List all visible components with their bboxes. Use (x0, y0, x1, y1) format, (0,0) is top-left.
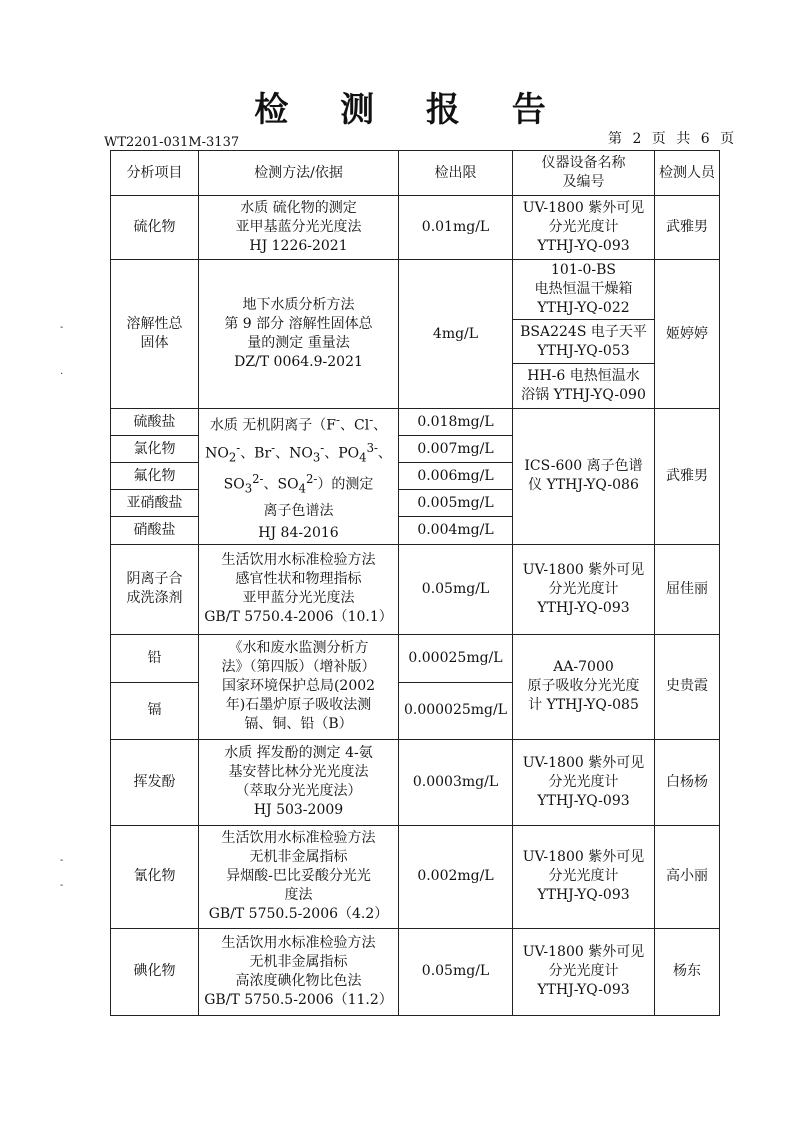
instrument-cell: UV-1800 紫外可见 分光光度计 YTHJ-YQ-093 (513, 196, 655, 260)
instrument-cell: UV-1800 紫外可见 分光光度计 YTHJ-YQ-093 (513, 825, 655, 928)
margin-mark: . (60, 366, 64, 377)
item-cell: 镉 (111, 682, 199, 739)
item-cell: 硫酸盐 (111, 409, 199, 436)
person-cell: 杨东 (655, 928, 720, 1015)
limit-cell: 0.007mg/L (399, 436, 513, 463)
limit-cell: 0.002mg/L (399, 825, 513, 928)
person-cell: 白杨杨 (655, 739, 720, 825)
limit-cell: 0.006mg/L (399, 463, 513, 490)
item-cell: 铅 (111, 634, 199, 682)
instrument-cell: AA-7000 原子吸收分光光度 计 YTHJ-YQ-085 (513, 634, 655, 739)
results-table (110, 150, 720, 1016)
item-cell: 碘化物 (111, 928, 199, 1015)
header-instrument: 仪器设备名称 及编号 (513, 151, 655, 196)
person-cell: 高小丽 (655, 825, 720, 928)
table-row (111, 544, 720, 634)
method-cell: 生活饮用水标准检验方法 感官性状和物理指标 亚甲蓝分光光度法 GB/T 5750.4-2006（10.1） (199, 544, 399, 634)
limit-cell: 4mg/L (399, 260, 513, 409)
item-cell: 阴离子合 成洗涤剂 (111, 544, 199, 634)
table-row (111, 634, 720, 682)
limit-cell: 0.0003mg/L (399, 739, 513, 825)
limit-cell: 0.018mg/L (399, 409, 513, 436)
header-limit: 检出限 (399, 151, 513, 196)
limit-cell: 0.000025mg/L (399, 682, 513, 739)
instrument-cell: BSA224S 电子天平 YTHJ-YQ-053 (513, 320, 655, 364)
person-cell: 武雅男 (655, 196, 720, 260)
limit-cell: 0.05mg/L (399, 928, 513, 1015)
method-cell: 生活饮用水标准检验方法 无机非金属指标 高浓度碘化物比色法 GB/T 5750.5-2006（11.2） (199, 928, 399, 1015)
item-cell: 溶解性总 固体 (111, 260, 199, 409)
limit-cell: 0.01mg/L (399, 196, 513, 260)
person-cell: 屈佳丽 (655, 544, 720, 634)
method-cell: 水质 无机阴离子（F-、Cl-、 $NO_2^-$、Br-、$NO_3^-$、$PO_4^{3-}$、 $SO_3^{2-}$、$SO_4^{2-}$）的测定 离子色谱法 HJ 84-2016 (199, 409, 399, 545)
page-info: 第 2 页 共 6 页 (608, 131, 735, 147)
instrument-cell: ICS-600 离子色谱 仪 YTHJ-YQ-086 (513, 409, 655, 545)
table-row (111, 928, 720, 1015)
table-row (111, 825, 720, 928)
person-cell: 姬婷婷 (655, 260, 720, 409)
instrument-cell: UV-1800 紫外可见 分光光度计 YTHJ-YQ-093 (513, 928, 655, 1015)
method-cell: 地下水质分析方法 第 9 部分 溶解性固体总 量的测定 重量法 DZ/T 0064.9-2021 (199, 260, 399, 409)
item-cell: 氯化物 (111, 436, 199, 463)
table-row (111, 196, 720, 260)
margin-mark: - (60, 322, 64, 333)
table-header-row (111, 151, 720, 196)
item-cell: 挥发酚 (111, 739, 199, 825)
instrument-cell: UV-1800 紫外可见 分光光度计 YTHJ-YQ-093 (513, 544, 655, 634)
item-cell: 氰化物 (111, 825, 199, 928)
item-cell: 硝酸盐 (111, 517, 199, 544)
instrument-cell: HH-6 电热恒温水 浴锅 YTHJ-YQ-090 (513, 364, 655, 409)
margin-mark: - (60, 880, 64, 891)
table-row (111, 409, 720, 436)
header-item: 分析项目 (111, 151, 199, 196)
person-cell: 史贵霞 (655, 634, 720, 739)
instrument-cell: UV-1800 紫外可见 分光光度计 YTHJ-YQ-093 (513, 739, 655, 825)
method-cell: 生活饮用水标准检验方法 无机非金属指标 异烟酸-巴比妥酸分光光 度法 GB/T 5750.5-2006（4.2） (199, 825, 399, 928)
header-method: 检测方法/依据 (199, 151, 399, 196)
table-row (111, 739, 720, 825)
report-title: 检 测 报 告 (254, 90, 566, 130)
limit-cell: 0.004mg/L (399, 517, 513, 544)
header-person: 检测人员 (655, 151, 720, 196)
item-cell: 氟化物 (111, 463, 199, 490)
item-cell: 亚硝酸盐 (111, 490, 199, 517)
method-cell: 《水和废水监测分析方 法》（第四版）（增补版） 国家环境保护总局(2002 年)石墨炉原子吸收法测 镉、铜、铅（B） (199, 634, 399, 739)
limit-cell: 0.005mg/L (399, 490, 513, 517)
item-cell: 硫化物 (111, 196, 199, 260)
person-cell: 武雅男 (655, 409, 720, 545)
limit-cell: 0.05mg/L (399, 544, 513, 634)
method-cell: 水质 硫化物的测定 亚甲基蓝分光光度法 HJ 1226-2021 (199, 196, 399, 260)
limit-cell: 0.00025mg/L (399, 634, 513, 682)
instrument-cell: 101-0-BS 电热恒温干燥箱 YTHJ-YQ-022 (513, 260, 655, 320)
margin-mark: - (60, 855, 64, 866)
method-cell: 水质 挥发酚的测定 4-氨 基安替比林分光光度法 （萃取分光光度法） HJ 503-2009 (199, 739, 399, 825)
document-number: WT2201-031M-3137 (104, 135, 240, 150)
table-row (111, 260, 720, 320)
